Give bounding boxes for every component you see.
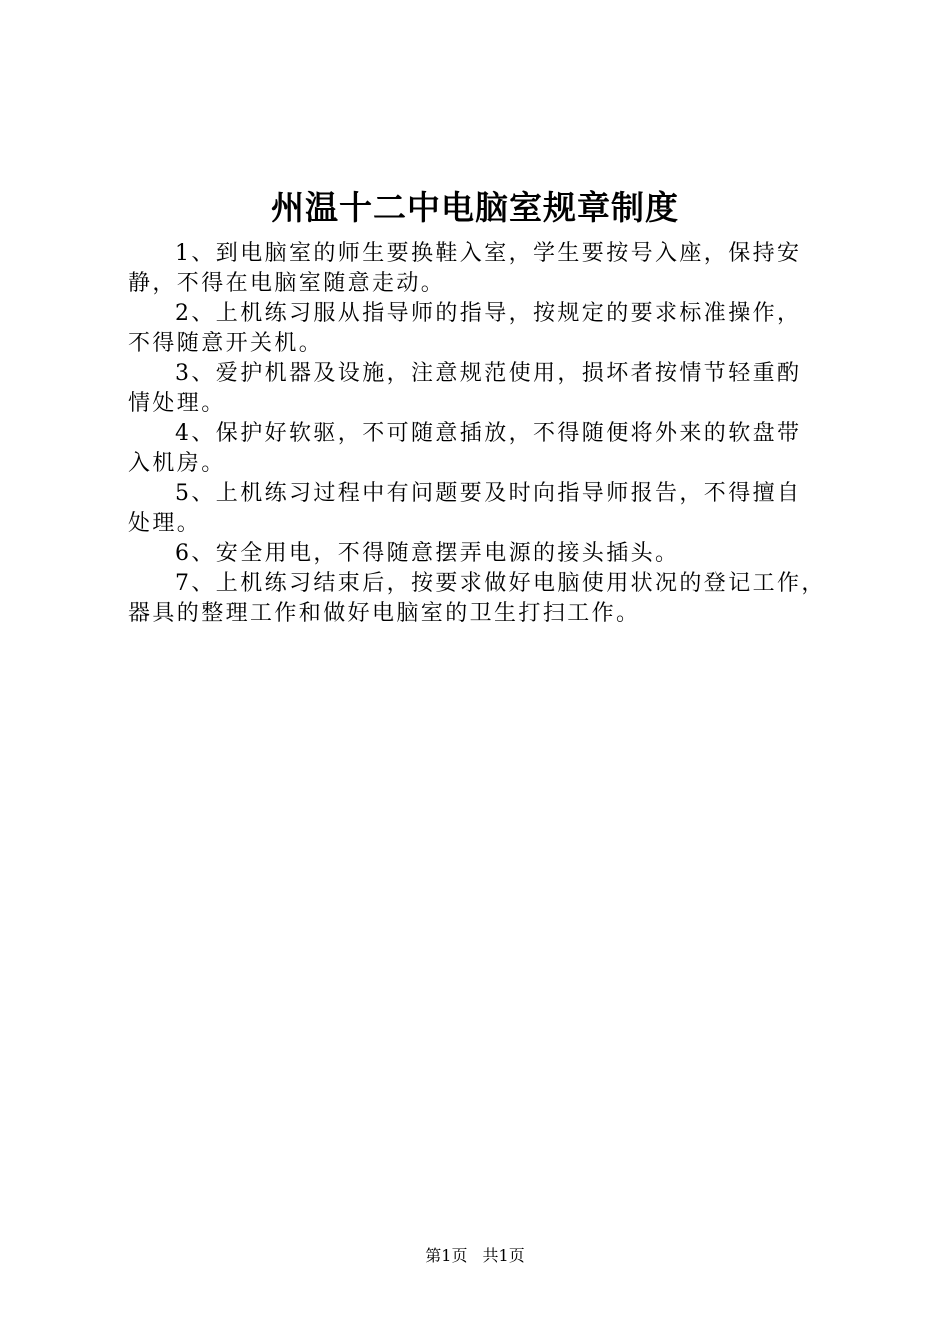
paragraph-line: 器具的整理工作和做好电脑室的卫生打扫工作。 — [128, 601, 641, 626]
paragraph-line: 5、上机练习过程中有问题要及时向指导师报告，不得擅自 — [175, 481, 802, 506]
rule-paragraph-6 — [128, 539, 833, 569]
paragraph-line: 4、保护好软驱，不可随意插放，不得随便将外来的软盘带 — [175, 421, 802, 446]
paragraph-line: 6、安全用电，不得随意摆弄电源的接头插头。 — [175, 541, 680, 566]
paragraph-line: 不得随意开关机。 — [128, 331, 324, 356]
rule-paragraph-7 — [128, 569, 833, 629]
paragraph-line: 2、上机练习服从指导师的指导，按规定的要求标准操作， — [175, 301, 802, 326]
paragraph-line: 情处理。 — [128, 391, 226, 416]
paragraph-line: 7、上机练习结束后，按要求做好电脑使用状况的登记工作， — [175, 571, 826, 596]
rule-paragraph-1 — [128, 239, 833, 299]
paragraph-line: 入机房。 — [128, 451, 226, 476]
rule-paragraph-2 — [128, 299, 833, 359]
page-footer — [0, 1246, 950, 1266]
page-number: 第1页 — [425, 1246, 468, 1265]
rule-paragraph-4 — [128, 419, 833, 479]
paragraph-line: 静，不得在电脑室随意走动。 — [128, 271, 446, 296]
rule-paragraph-5 — [128, 479, 833, 539]
paragraph-line: 处理。 — [128, 511, 202, 536]
paragraph-line: 3、爱护机器及设施，注意规范使用，损坏者按情节轻重酌 — [175, 361, 802, 386]
paragraph-line: 1、到电脑室的师生要换鞋入室，学生要按号入座，保持安 — [175, 241, 802, 266]
page-total: 共1页 — [482, 1246, 525, 1265]
document-body — [128, 239, 833, 629]
document-title: 州温十二中电脑室规章制度 — [271, 188, 679, 227]
rule-paragraph-3 — [128, 359, 833, 419]
